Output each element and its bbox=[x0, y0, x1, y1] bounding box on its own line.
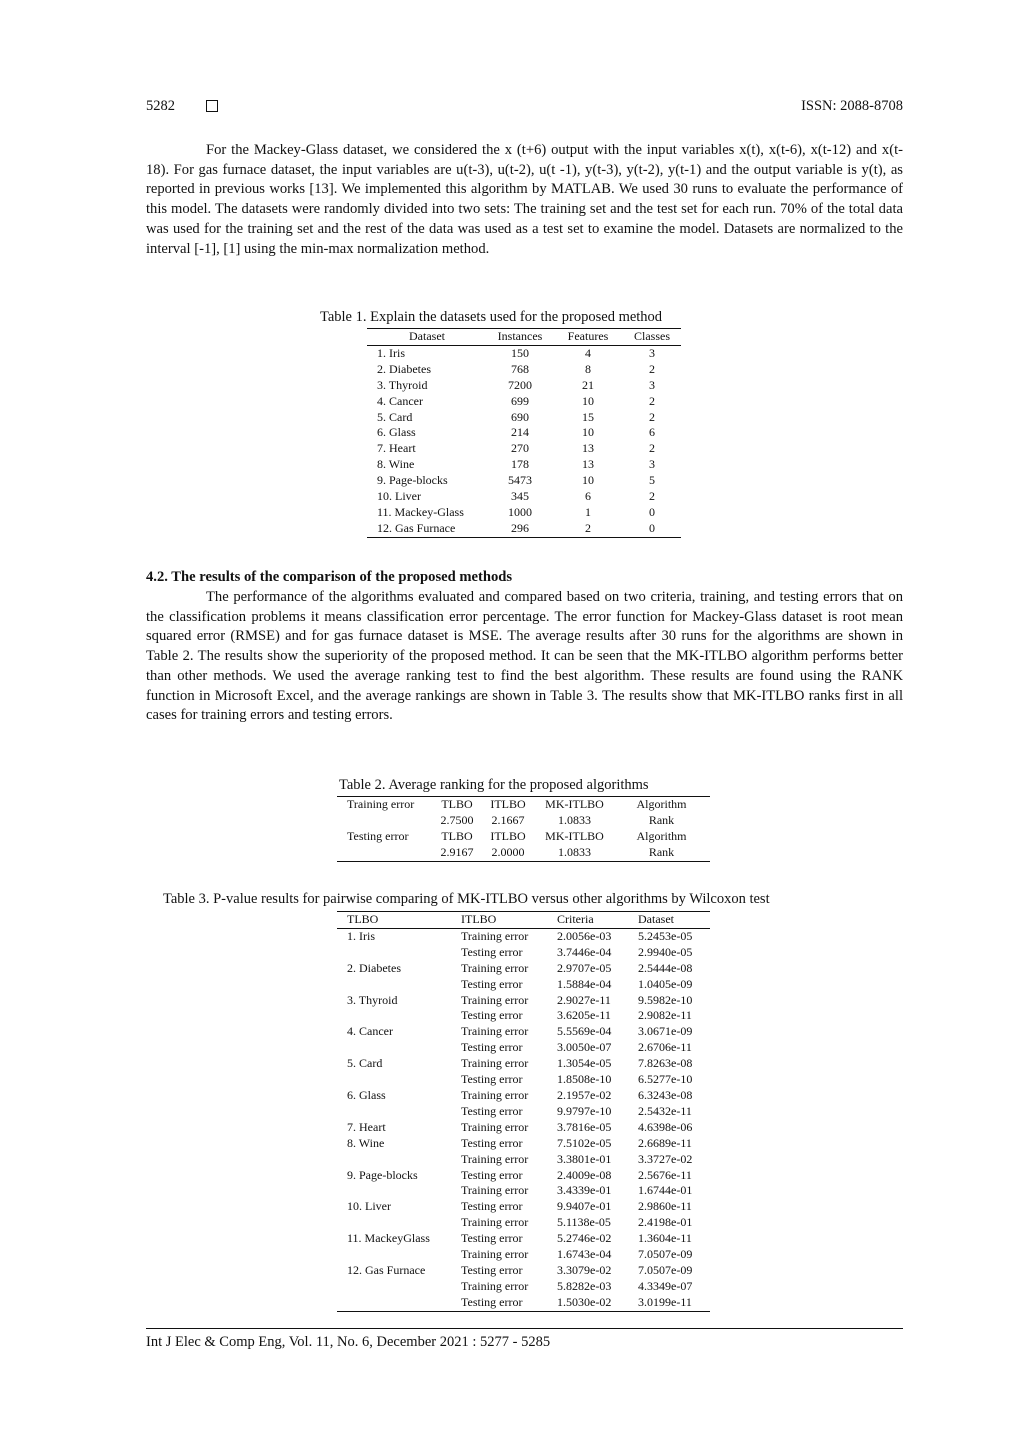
table-row bbox=[337, 1024, 710, 1040]
table-row bbox=[337, 1152, 710, 1168]
table-cell: Training error bbox=[461, 1087, 529, 1102]
table-cell: 0 bbox=[649, 504, 655, 519]
table-cell: Training error bbox=[461, 1024, 529, 1039]
table-cell: MK-ITLBO bbox=[545, 797, 604, 811]
table-cell: Algorithm bbox=[636, 828, 687, 843]
table-cell: 9.9407e-01 bbox=[557, 1199, 612, 1214]
table-cell: 7.0507e-09 bbox=[638, 1262, 693, 1277]
table-row bbox=[337, 1263, 710, 1279]
table-cell: 1.0833 bbox=[558, 812, 591, 827]
table-cell: 1.6744e-01 bbox=[638, 1183, 693, 1198]
table-cell: 2.5444e-08 bbox=[638, 960, 693, 975]
table-cell: 12. Gas Furnace bbox=[347, 1262, 426, 1277]
table-cell: Testing error bbox=[461, 1040, 523, 1055]
table-cell: Testing error bbox=[461, 1103, 523, 1118]
paragraph-results: The performance of the algorithms evaluated and compared based on two criteria, training, and testing errors that on the classification problems it means classification error percentage. The error function for Mackey-Glass dataset is root mean squared error (RMSE) and for gas furnace dataset is MSE. The average results after 30 runs for the algorithms are shown in Table 2. The results show the superiority of the proposed method. It can be seen that the MK-ITLBO algorithm performs better than other methods. We used the average ranking test to find the best algorithm. These results are found using the RANK function in Microsoft Excel, and the average rankings are shown in Table 3. The results show that MK-ITLBO ranks first in all cases for training errors and testing errors. bbox=[146, 589, 903, 724]
table-row bbox=[337, 1040, 710, 1056]
table-cell: 2.9707e-05 bbox=[557, 960, 612, 975]
table-cell: Training error bbox=[461, 1247, 529, 1262]
table-cell: ITLBO bbox=[490, 828, 526, 843]
table-row bbox=[337, 845, 710, 861]
header-dataset: Dataset bbox=[367, 329, 487, 346]
table-row bbox=[337, 945, 710, 961]
table-cell: 3.3727e-02 bbox=[638, 1151, 693, 1166]
table-cell: 2.7500 bbox=[440, 812, 474, 827]
table-row bbox=[367, 505, 681, 521]
header-dataset: Dataset bbox=[628, 912, 710, 929]
table-cell: 8 bbox=[585, 361, 591, 376]
table-row bbox=[337, 813, 710, 829]
table2-caption: Table 2. Average ranking for the proposed algorithms bbox=[339, 777, 649, 793]
table-cell: Testing error bbox=[461, 1072, 523, 1087]
table-cell: 768 bbox=[511, 361, 529, 376]
header-features: Features bbox=[553, 329, 623, 346]
table-cell bbox=[337, 1008, 451, 1024]
table-cell: TLBO bbox=[441, 828, 473, 843]
table-cell: 3. Thyroid bbox=[347, 992, 398, 1007]
table-cell: 2.0056e-03 bbox=[557, 928, 612, 943]
table-row bbox=[337, 1199, 710, 1215]
table-cell: 4.6398e-06 bbox=[638, 1119, 693, 1134]
table-cell: 2.9860e-11 bbox=[638, 1199, 692, 1214]
table-cell: 3.6205e-11 bbox=[557, 1008, 611, 1023]
table-cell bbox=[337, 1295, 451, 1311]
table-cell: Training error bbox=[461, 1183, 529, 1198]
table-cell: Rank bbox=[648, 812, 675, 827]
table-row bbox=[367, 378, 681, 394]
table-row bbox=[337, 797, 710, 813]
table-cell: 1.6743e-04 bbox=[557, 1247, 612, 1262]
table-cell: Testing error bbox=[347, 828, 409, 843]
table-cell: 3.3801e-01 bbox=[557, 1151, 612, 1166]
table-cell: 2.6706e-11 bbox=[638, 1040, 692, 1055]
table-cell bbox=[337, 813, 434, 829]
table-row bbox=[367, 457, 681, 473]
table-cell: 690 bbox=[511, 409, 529, 424]
table-cell bbox=[337, 1104, 451, 1120]
table-cell: 3.3079e-02 bbox=[557, 1262, 612, 1277]
table-cell: Testing error bbox=[461, 1262, 523, 1277]
table-cell: Testing error bbox=[461, 944, 523, 959]
table-cell: 2. Diabetes bbox=[347, 960, 401, 975]
table-cell bbox=[337, 1072, 451, 1088]
table-cell: Training error bbox=[347, 797, 415, 811]
table-cell: 11. Mackey-Glass bbox=[377, 504, 464, 519]
table-row bbox=[337, 977, 710, 993]
table-header-row bbox=[337, 912, 710, 929]
table-cell: 1 bbox=[585, 504, 591, 519]
table-cell: 13 bbox=[582, 457, 594, 472]
table-cell: Training error bbox=[461, 1056, 529, 1071]
table-cell bbox=[337, 945, 451, 961]
table-cell: 270 bbox=[511, 441, 529, 456]
table-cell: 9.5982e-10 bbox=[638, 992, 693, 1007]
table-cell: Training error bbox=[461, 960, 529, 975]
table-cell: 2.1957e-02 bbox=[557, 1087, 612, 1102]
table-row bbox=[337, 1168, 710, 1184]
header-itlbo: ITLBO bbox=[451, 912, 547, 929]
table-cell: 7.5102e-05 bbox=[557, 1135, 612, 1150]
table-cell: 2.5432e-11 bbox=[638, 1103, 692, 1118]
table-cell: 2.0000 bbox=[491, 844, 525, 859]
datasets-table bbox=[367, 328, 681, 538]
table-cell: 1. Iris bbox=[347, 928, 375, 943]
table-cell: Training error bbox=[461, 1215, 529, 1230]
table-cell: 1000 bbox=[508, 504, 532, 519]
footer-divider bbox=[146, 1328, 903, 1329]
table-cell bbox=[337, 845, 434, 861]
table-cell bbox=[337, 1279, 451, 1295]
table-cell: Training error bbox=[461, 928, 529, 943]
table-cell: 5. Card bbox=[377, 409, 413, 424]
pvalue-table-body bbox=[337, 928, 710, 1311]
table-cell: 4 bbox=[585, 345, 591, 360]
ranking-table bbox=[337, 796, 710, 862]
table-cell: 6. Glass bbox=[347, 1087, 386, 1102]
table-cell: 5.1138e-05 bbox=[557, 1215, 611, 1230]
table-row bbox=[367, 521, 681, 537]
table-cell: 2 bbox=[649, 441, 655, 456]
table-row bbox=[367, 489, 681, 505]
table-cell: 3 bbox=[649, 345, 655, 360]
table-cell: 1.3054e-05 bbox=[557, 1056, 612, 1071]
table-row bbox=[337, 928, 710, 944]
table-cell: 2 bbox=[649, 361, 655, 376]
table-cell: 2.9167 bbox=[440, 844, 474, 859]
table-cell: Testing error bbox=[461, 1135, 523, 1150]
table-cell: 3.0050e-07 bbox=[557, 1040, 612, 1055]
pvalue-table bbox=[337, 911, 710, 1312]
table-row bbox=[367, 362, 681, 378]
header-classes: Classes bbox=[623, 329, 681, 346]
table-cell: 2.6689e-11 bbox=[638, 1135, 692, 1150]
table-cell: 15 bbox=[582, 409, 594, 424]
table-cell: 3 bbox=[649, 377, 655, 392]
table-cell: 11. MackeyGlass bbox=[347, 1231, 430, 1246]
header-instances: Instances bbox=[487, 329, 553, 346]
table-cell: Rank bbox=[648, 844, 675, 859]
table-cell: 1.5030e-02 bbox=[557, 1294, 612, 1309]
table-cell: Algorithm bbox=[636, 797, 687, 811]
table-cell: 5473 bbox=[508, 473, 532, 488]
table-row bbox=[337, 1215, 710, 1231]
table-cell: 7. Heart bbox=[377, 441, 416, 456]
table-cell: 2.1667 bbox=[491, 812, 525, 827]
table-cell: 2.9082e-11 bbox=[638, 1008, 692, 1023]
table-cell: 2 bbox=[649, 393, 655, 408]
table-cell: 1.0833 bbox=[558, 844, 591, 859]
section-heading: 4.2. The results of the comparison of the proposed methods bbox=[146, 569, 513, 585]
table-cell: Testing error bbox=[461, 1294, 523, 1309]
table-row bbox=[337, 1231, 710, 1247]
table-header-row bbox=[367, 329, 681, 346]
table-cell: 7.8263e-08 bbox=[638, 1056, 693, 1071]
table-cell: 5 bbox=[649, 473, 655, 488]
table-row bbox=[337, 829, 710, 845]
table-cell: 10. Liver bbox=[347, 1199, 391, 1214]
table-cell bbox=[337, 977, 451, 993]
table-cell bbox=[337, 1152, 451, 1168]
table-cell: 1.5884e-04 bbox=[557, 976, 612, 991]
table-cell: Training error bbox=[461, 1278, 529, 1293]
table-row bbox=[337, 1136, 710, 1152]
table-cell: 21 bbox=[582, 377, 594, 392]
table-cell: 5.8282e-03 bbox=[557, 1278, 612, 1293]
table-cell: 3.7816e-05 bbox=[557, 1119, 612, 1134]
table-row bbox=[337, 1279, 710, 1295]
table-cell: 4. Cancer bbox=[377, 393, 423, 408]
table-cell: 2 bbox=[649, 489, 655, 504]
table-cell: 7200 bbox=[508, 377, 532, 392]
table-cell: Testing error bbox=[461, 1199, 523, 1214]
table-cell: 3.4339e-01 bbox=[557, 1183, 612, 1198]
table-cell: 8. Wine bbox=[377, 457, 415, 472]
table1-caption: Table 1. Explain the datasets used for the proposed method bbox=[320, 309, 663, 325]
table-cell: 2.9940e-05 bbox=[638, 944, 693, 959]
issn-label: ISSN: 2088-8708 bbox=[801, 98, 903, 114]
page-number: 5282 bbox=[146, 98, 175, 114]
table-cell: 10 bbox=[582, 425, 594, 440]
table-cell: Training error bbox=[461, 1151, 529, 1166]
table-row bbox=[367, 394, 681, 410]
table-cell: 2.4198e-01 bbox=[638, 1215, 693, 1230]
table-cell: 2.4009e-08 bbox=[557, 1167, 612, 1182]
table-cell: 150 bbox=[511, 345, 529, 360]
table-cell bbox=[337, 1247, 451, 1263]
table-cell: 2 bbox=[649, 409, 655, 424]
table-cell: 7. Heart bbox=[347, 1119, 386, 1134]
table-cell: 3.7446e-04 bbox=[557, 944, 612, 959]
table-cell: 10 bbox=[582, 393, 594, 408]
table-row bbox=[337, 961, 710, 977]
table-cell: 12. Gas Furnace bbox=[377, 520, 456, 535]
table-cell: 13 bbox=[582, 441, 594, 456]
table-row bbox=[337, 1072, 710, 1088]
table-row bbox=[367, 425, 681, 441]
table-cell: 214 bbox=[511, 425, 529, 440]
table-cell: 6 bbox=[585, 489, 591, 504]
table-cell: 6. Glass bbox=[377, 425, 416, 440]
table-cell bbox=[337, 1215, 451, 1231]
table3-caption: Table 3. P-value results for pairwise comparing of MK-ITLBO versus other algorithms by Wilcoxon test bbox=[163, 891, 770, 907]
table-cell: Testing error bbox=[461, 1167, 523, 1182]
table-cell: 2 bbox=[585, 520, 591, 535]
table-cell: 1.3604e-11 bbox=[638, 1231, 692, 1246]
table-cell: Testing error bbox=[461, 976, 523, 991]
table-cell bbox=[337, 1040, 451, 1056]
table-row bbox=[337, 1120, 710, 1136]
table-row bbox=[337, 1295, 710, 1311]
table-row bbox=[367, 473, 681, 489]
table-row bbox=[337, 993, 710, 1009]
table-cell: Training error bbox=[461, 992, 529, 1007]
table-cell: 10 bbox=[582, 473, 594, 488]
table-cell: 1.0405e-09 bbox=[638, 976, 693, 991]
table-cell: 3.0199e-11 bbox=[638, 1294, 692, 1309]
table-cell: 178 bbox=[511, 457, 529, 472]
page-header bbox=[146, 98, 903, 120]
table-cell: 1.8508e-10 bbox=[557, 1072, 612, 1087]
table-row bbox=[337, 1183, 710, 1199]
table-cell bbox=[337, 1183, 451, 1199]
table-cell: 6 bbox=[649, 425, 655, 440]
table-cell: 9. Page-blocks bbox=[377, 473, 448, 488]
table-row bbox=[367, 410, 681, 426]
table-cell: 3 bbox=[649, 457, 655, 472]
table-cell: 2. Diabetes bbox=[377, 361, 431, 376]
table-cell: TLBO bbox=[441, 797, 473, 811]
table-cell: 6.3243e-08 bbox=[638, 1087, 693, 1102]
paragraph-mackey-glass: For the Mackey-Glass dataset, we considered the x (t+6) output with the input variables x(t), x(t-6), x(t-12) and x(t-18). For gas furnace dataset, the input variables are u(t-3), u(t-2), u(t -1), y(t-3), y(t-2), y(t-1) and the output variable is y(t), as reported in previous works [13]. We implemented this algorithm by MATLAB. We used 30 runs to evaluate the performance of this model. The datasets were randomly divided into two sets: The training set and the test set for each run. 70% of the total data was used for the training set and the rest of the data was used as a test set to examine the model. Datasets are normalized to the interval [-1], [1] using the min-max normalization method. bbox=[146, 142, 903, 257]
table-cell: 10. Liver bbox=[377, 489, 421, 504]
table-cell: 5.2453e-05 bbox=[638, 928, 693, 943]
table-row bbox=[337, 1104, 710, 1120]
table-cell: 296 bbox=[511, 520, 529, 535]
table-cell: Training error bbox=[461, 1119, 529, 1134]
table-cell: 6.5277e-10 bbox=[638, 1072, 693, 1087]
table-cell: 2.9027e-11 bbox=[557, 992, 611, 1007]
table-cell: ITLBO bbox=[490, 797, 526, 811]
table-cell: Testing error bbox=[461, 1008, 523, 1023]
table-cell: Testing error bbox=[461, 1231, 523, 1246]
datasets-table-body bbox=[367, 345, 681, 537]
table-cell: 4.3349e-07 bbox=[638, 1278, 693, 1293]
ranking-table-body bbox=[337, 797, 710, 862]
table-row bbox=[337, 1008, 710, 1024]
table-cell: 4. Cancer bbox=[347, 1024, 393, 1039]
table-row bbox=[367, 345, 681, 361]
header-tlbo: TLBO bbox=[337, 912, 451, 929]
table-cell: 3. Thyroid bbox=[377, 377, 428, 392]
footer-citation: Int J Elec & Comp Eng, Vol. 11, No. 6, December 2021 : 5277 - 5285 bbox=[146, 1334, 551, 1350]
table-cell: 0 bbox=[649, 520, 655, 535]
table-row bbox=[337, 1088, 710, 1104]
table-cell: 7.0507e-09 bbox=[638, 1247, 693, 1262]
table-cell: 345 bbox=[511, 489, 529, 504]
square-bullet-icon bbox=[206, 100, 218, 112]
table-cell: 5.5569e-04 bbox=[557, 1024, 612, 1039]
table-row bbox=[367, 441, 681, 457]
table-cell: 5.2746e-02 bbox=[557, 1231, 612, 1246]
table-cell: 3.0671e-09 bbox=[638, 1024, 693, 1039]
table-row bbox=[337, 1056, 710, 1072]
table-row bbox=[337, 1247, 710, 1263]
table-cell: 8. Wine bbox=[347, 1135, 385, 1150]
table-cell: MK-ITLBO bbox=[545, 828, 604, 843]
table-cell: 9.9797e-10 bbox=[557, 1103, 612, 1118]
table-cell: 1. Iris bbox=[377, 345, 405, 360]
table-cell: 2.5676e-11 bbox=[638, 1167, 692, 1182]
table-cell: 9. Page-blocks bbox=[347, 1167, 418, 1182]
header-criteria: Criteria bbox=[547, 912, 628, 929]
table-cell: 699 bbox=[511, 393, 529, 408]
table-cell: 5. Card bbox=[347, 1056, 383, 1071]
